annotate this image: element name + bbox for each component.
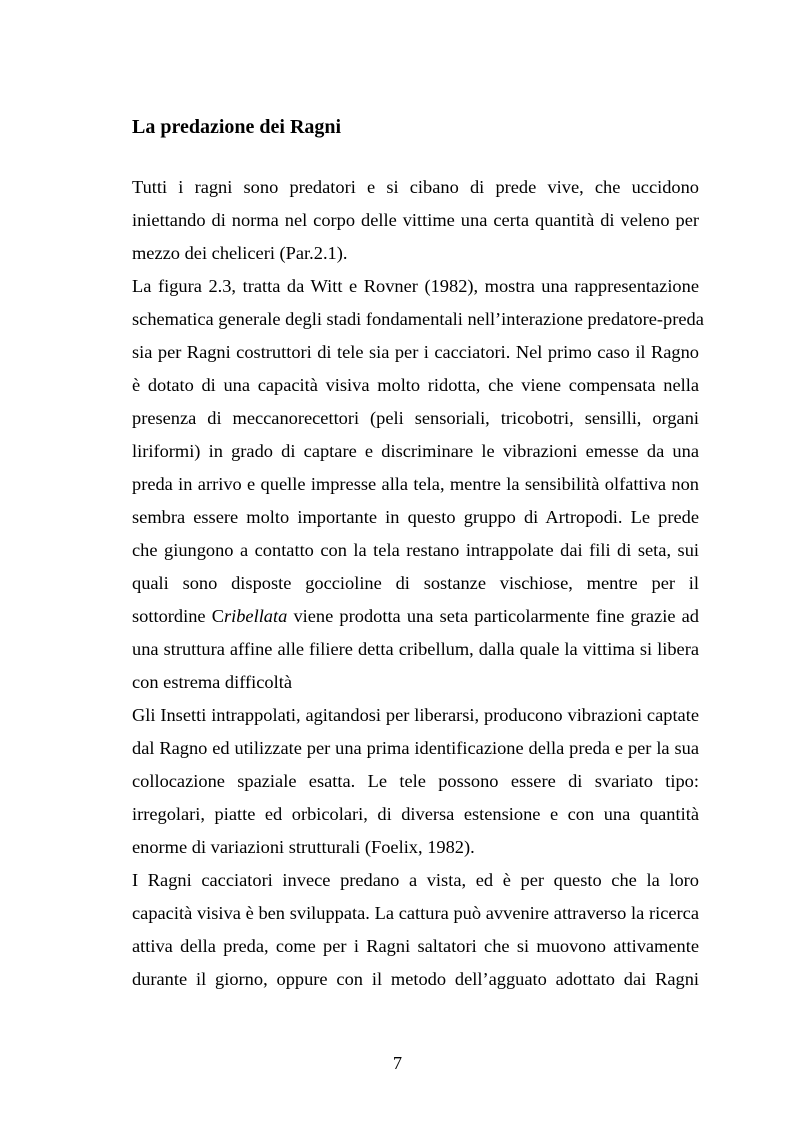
paragraph-line: una struttura affine alle filiere detta cribellum, dalla quale la vittima si libera [132, 639, 699, 659]
paragraph-line: è dotato di una capacità visiva molto ridotta, che viene compensata nella [132, 375, 699, 395]
italic-term: ribellata [223, 606, 288, 626]
paragraph-line: sembra essere molto importante in questo gruppo di Artropodi. Le prede [132, 507, 699, 527]
paragraph-line: irregolari, piatte ed orbicolari, di diversa estensione e con una quantità [132, 804, 699, 824]
paragraph-line: liriformi) in grado di captare e discriminare le vibrazioni emesse da una [132, 441, 699, 461]
line-text: sottordine C [132, 606, 224, 626]
paragraph-line: attiva della preda, come per i Ragni saltatori che si muovono attivamente [132, 936, 699, 956]
paragraph-line: preda in arrivo e quelle impresse alla tela, mentre la sensibilità olfattiva non [132, 474, 699, 494]
paragraph-line: schematica generale degli stadi fondamentali nell’interazione predatore-preda [132, 309, 704, 329]
paragraph-line: dal Ragno ed utilizzate per una prima identificazione della preda e per la sua [132, 738, 699, 758]
section-title: La predazione dei Ragni [132, 116, 342, 138]
paragraph-line: con estrema difficoltà [132, 672, 293, 692]
paragraph-line: presenza di meccanorecettori (peli sensoriali, tricobotri, sensilli, organi [132, 408, 699, 428]
paragraph-line: enorme di variazioni strutturali (Foelix, 1982). [132, 837, 475, 857]
paragraph-line: Tutti i ragni sono predatori e si cibano di prede vive, che uccidono [132, 177, 699, 197]
paragraph-line: quali sono disposte goccioline di sostanze vischiose, mentre per il [132, 573, 699, 593]
paragraph-line-with-italic [132, 605, 699, 627]
line-text: viene prodotta una seta particolarmente fine grazie ad [287, 606, 699, 626]
paragraph-line: I Ragni cacciatori invece predano a vista, ed è per questo che la loro [132, 870, 699, 890]
paragraph-line: capacità visiva è ben sviluppata. La cattura può avvenire attraverso la ricerca [132, 903, 699, 923]
paragraph-line: durante il giorno, oppure con il metodo dell’agguato adottato dai Ragni [132, 969, 699, 989]
paragraph-line: iniettando di norma nel corpo delle vittime una certa quantità di veleno per [132, 210, 699, 230]
page-number: 7 [392, 1053, 403, 1073]
paragraph-line: mezzo dei cheliceri (Par.2.1). [132, 243, 348, 263]
paragraph-line: collocazione spaziale esatta. Le tele possono essere di svariato tipo: [132, 771, 699, 791]
paragraph-line: sia per Ragni costruttori di tele sia per i cacciatori. Nel primo caso il Ragno [132, 342, 699, 362]
paragraph-line: Gli Insetti intrappolati, agitandosi per liberarsi, producono vibrazioni captate [132, 705, 699, 725]
paragraph-line: La figura 2.3, tratta da Witt e Rovner (1982), mostra una rappresentazione [132, 276, 699, 296]
paragraph-line: che giungono a contatto con la tela restano intrappolate dai fili di seta, sui [132, 540, 699, 560]
